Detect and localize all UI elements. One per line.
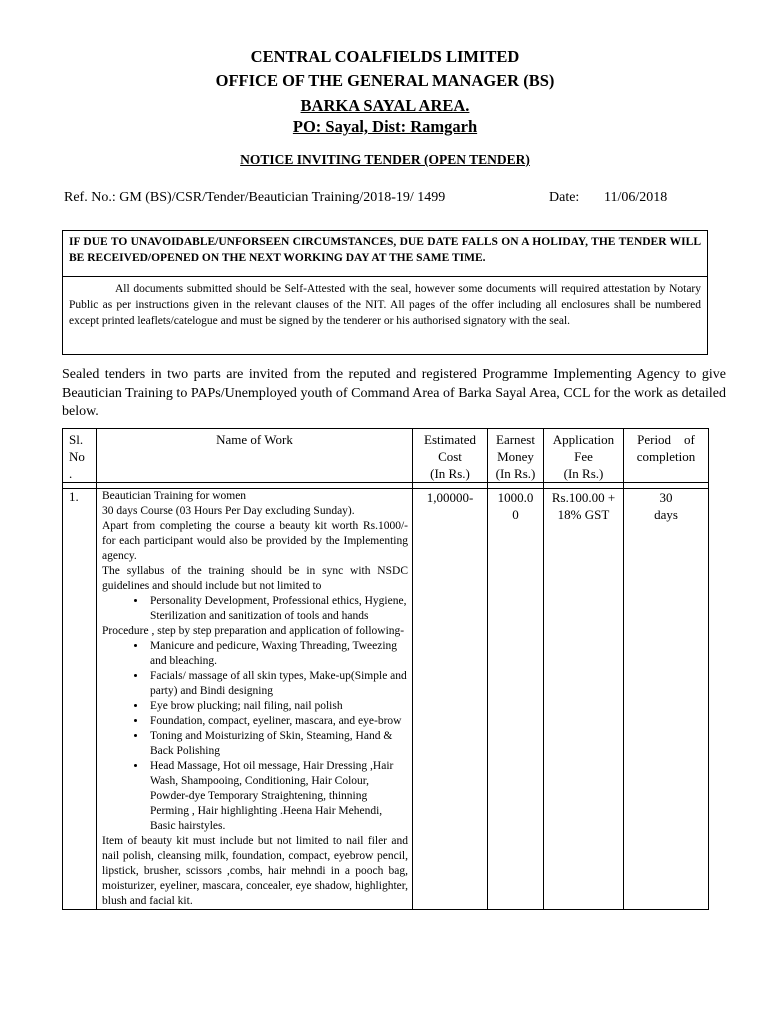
list-item: • Eye brow plucking; nail filing, nail polish — [147, 699, 408, 714]
table-header-row — [63, 429, 709, 483]
work-beauty-kit: Apart from completing the course a beauty kit worth Rs.1000/- for each participant would also be provided by the Implementing agency. — [102, 520, 408, 562]
list-item: • Foundation, compact, eyeliner, mascara, and eye-brow — [147, 714, 408, 729]
area-name: BARKA SAYAL AREA. — [300, 96, 470, 115]
header-sl-no: Sl. No . — [63, 429, 97, 483]
row-period-of-completion: 30 days — [624, 489, 709, 910]
row-sl-no: 1. — [63, 489, 97, 910]
procedure-list — [102, 639, 408, 834]
work-kit-items: Item of beauty kit must include but not limited to nail filer and nail polish, cleansing milk, foundation, compact, eyebrow pencil, lipstick, brusher, scissors ,combs, hair mehndi in a pooch bag, moisturizer, eyeliner, mascara, concealer, eye shadow, highlighter, blush and facial kit. — [102, 835, 408, 907]
work-table — [62, 428, 709, 910]
attestation-notice-box: All documents submitted should be Self-Attested with the seal, however some documents will required attestation by Notary Public as per instructions given in the relevant clauses of the NIT. All pages of the offer including all enclosures shall be numbered except printed leaflets/catelogue and must be signed by the tenderer or his authorised signatory with the seal. — [62, 276, 708, 355]
work-syllabus: The syllabus of the training should be in sync with NSDC guidelines and should include but not limited to — [102, 565, 408, 592]
company-name: CENTRAL COALFIELDS LIMITED — [250, 47, 520, 66]
date-label: Date: — [549, 190, 580, 205]
header-period-of-completion: Period of completion — [624, 429, 709, 483]
row-application-fee: Rs.100.00 + 18% GST — [544, 489, 624, 910]
header-application-fee: Application Fee (In Rs.) — [544, 429, 624, 483]
header-name-of-work: Name of Work — [97, 429, 413, 483]
office-name: OFFICE OF THE GENERAL MANAGER (BS) — [215, 71, 555, 90]
header-earnest-money: Earnest Money (In Rs.) — [488, 429, 544, 483]
holiday-notice-box: IF DUE TO UNAVOIDABLE/UNFORSEEN CIRCUMSTANCES, DUE DATE FALLS ON A HOLIDAY, THE TENDER WILL BE RECEIVED/OPENED ON THE NEXT WORKING DAY AT THE SAME TIME. — [62, 230, 708, 277]
row-earnest-money: 1000.0 0 — [488, 489, 544, 910]
syllabus-list — [102, 594, 408, 624]
row-estimated-cost: 1,00000- — [413, 489, 488, 910]
list-item: • Head Massage, Hot oil message, Hair Dressing ,Hair Wash, Shampooing, Conditioning, Hair Colour, Powder-dye Temporary Straightening, thinning Perming , Hair highlighting .Heena Hair Mehendi, Basic hairstyles. — [147, 759, 408, 834]
postal-address: PO: Sayal, Dist: Ramgarh — [292, 117, 478, 136]
header-estimated-cost: Estimated Cost (In Rs.) — [413, 429, 488, 483]
table-row — [63, 489, 709, 910]
notice-title: NOTICE INVITING TENDER (OPEN TENDER) — [240, 152, 530, 167]
list-item: • Facials/ massage of all skin types, Make-up(Simple and party) and Bindi designing — [147, 669, 408, 699]
date-value: 11/06/2018 — [604, 190, 668, 205]
list-item: • Personality Development, Professional ethics, Hygiene, Sterilization and sanitization of tools and hands — [147, 594, 408, 624]
intro-paragraph: Sealed tenders in two parts are invited from the reputed and registered Programme Implementing Agency to give Beautician Training to PAPs/Unemployed youth of Command Area of Barka Sayal Area, CCL for the work as detailed below. — [62, 367, 726, 419]
list-item: • Toning and Moisturizing of Skin, Steaming, Hand & Back Polishing — [147, 729, 408, 759]
list-item: • Manicure and pedicure, Waxing Threading, Tweezing and bleaching. — [147, 639, 408, 669]
work-procedure: Procedure , step by step preparation and application of following- — [102, 625, 405, 637]
reference-number: Ref. No.: GM (BS)/CSR/Tender/Beautician Training/2018-19/ 1499 — [64, 190, 446, 205]
work-title: Beautician Training for women — [102, 490, 247, 502]
work-duration: 30 days Course (03 Hours Per Day excluding Sunday). — [102, 505, 355, 517]
row-work-description — [97, 489, 413, 910]
